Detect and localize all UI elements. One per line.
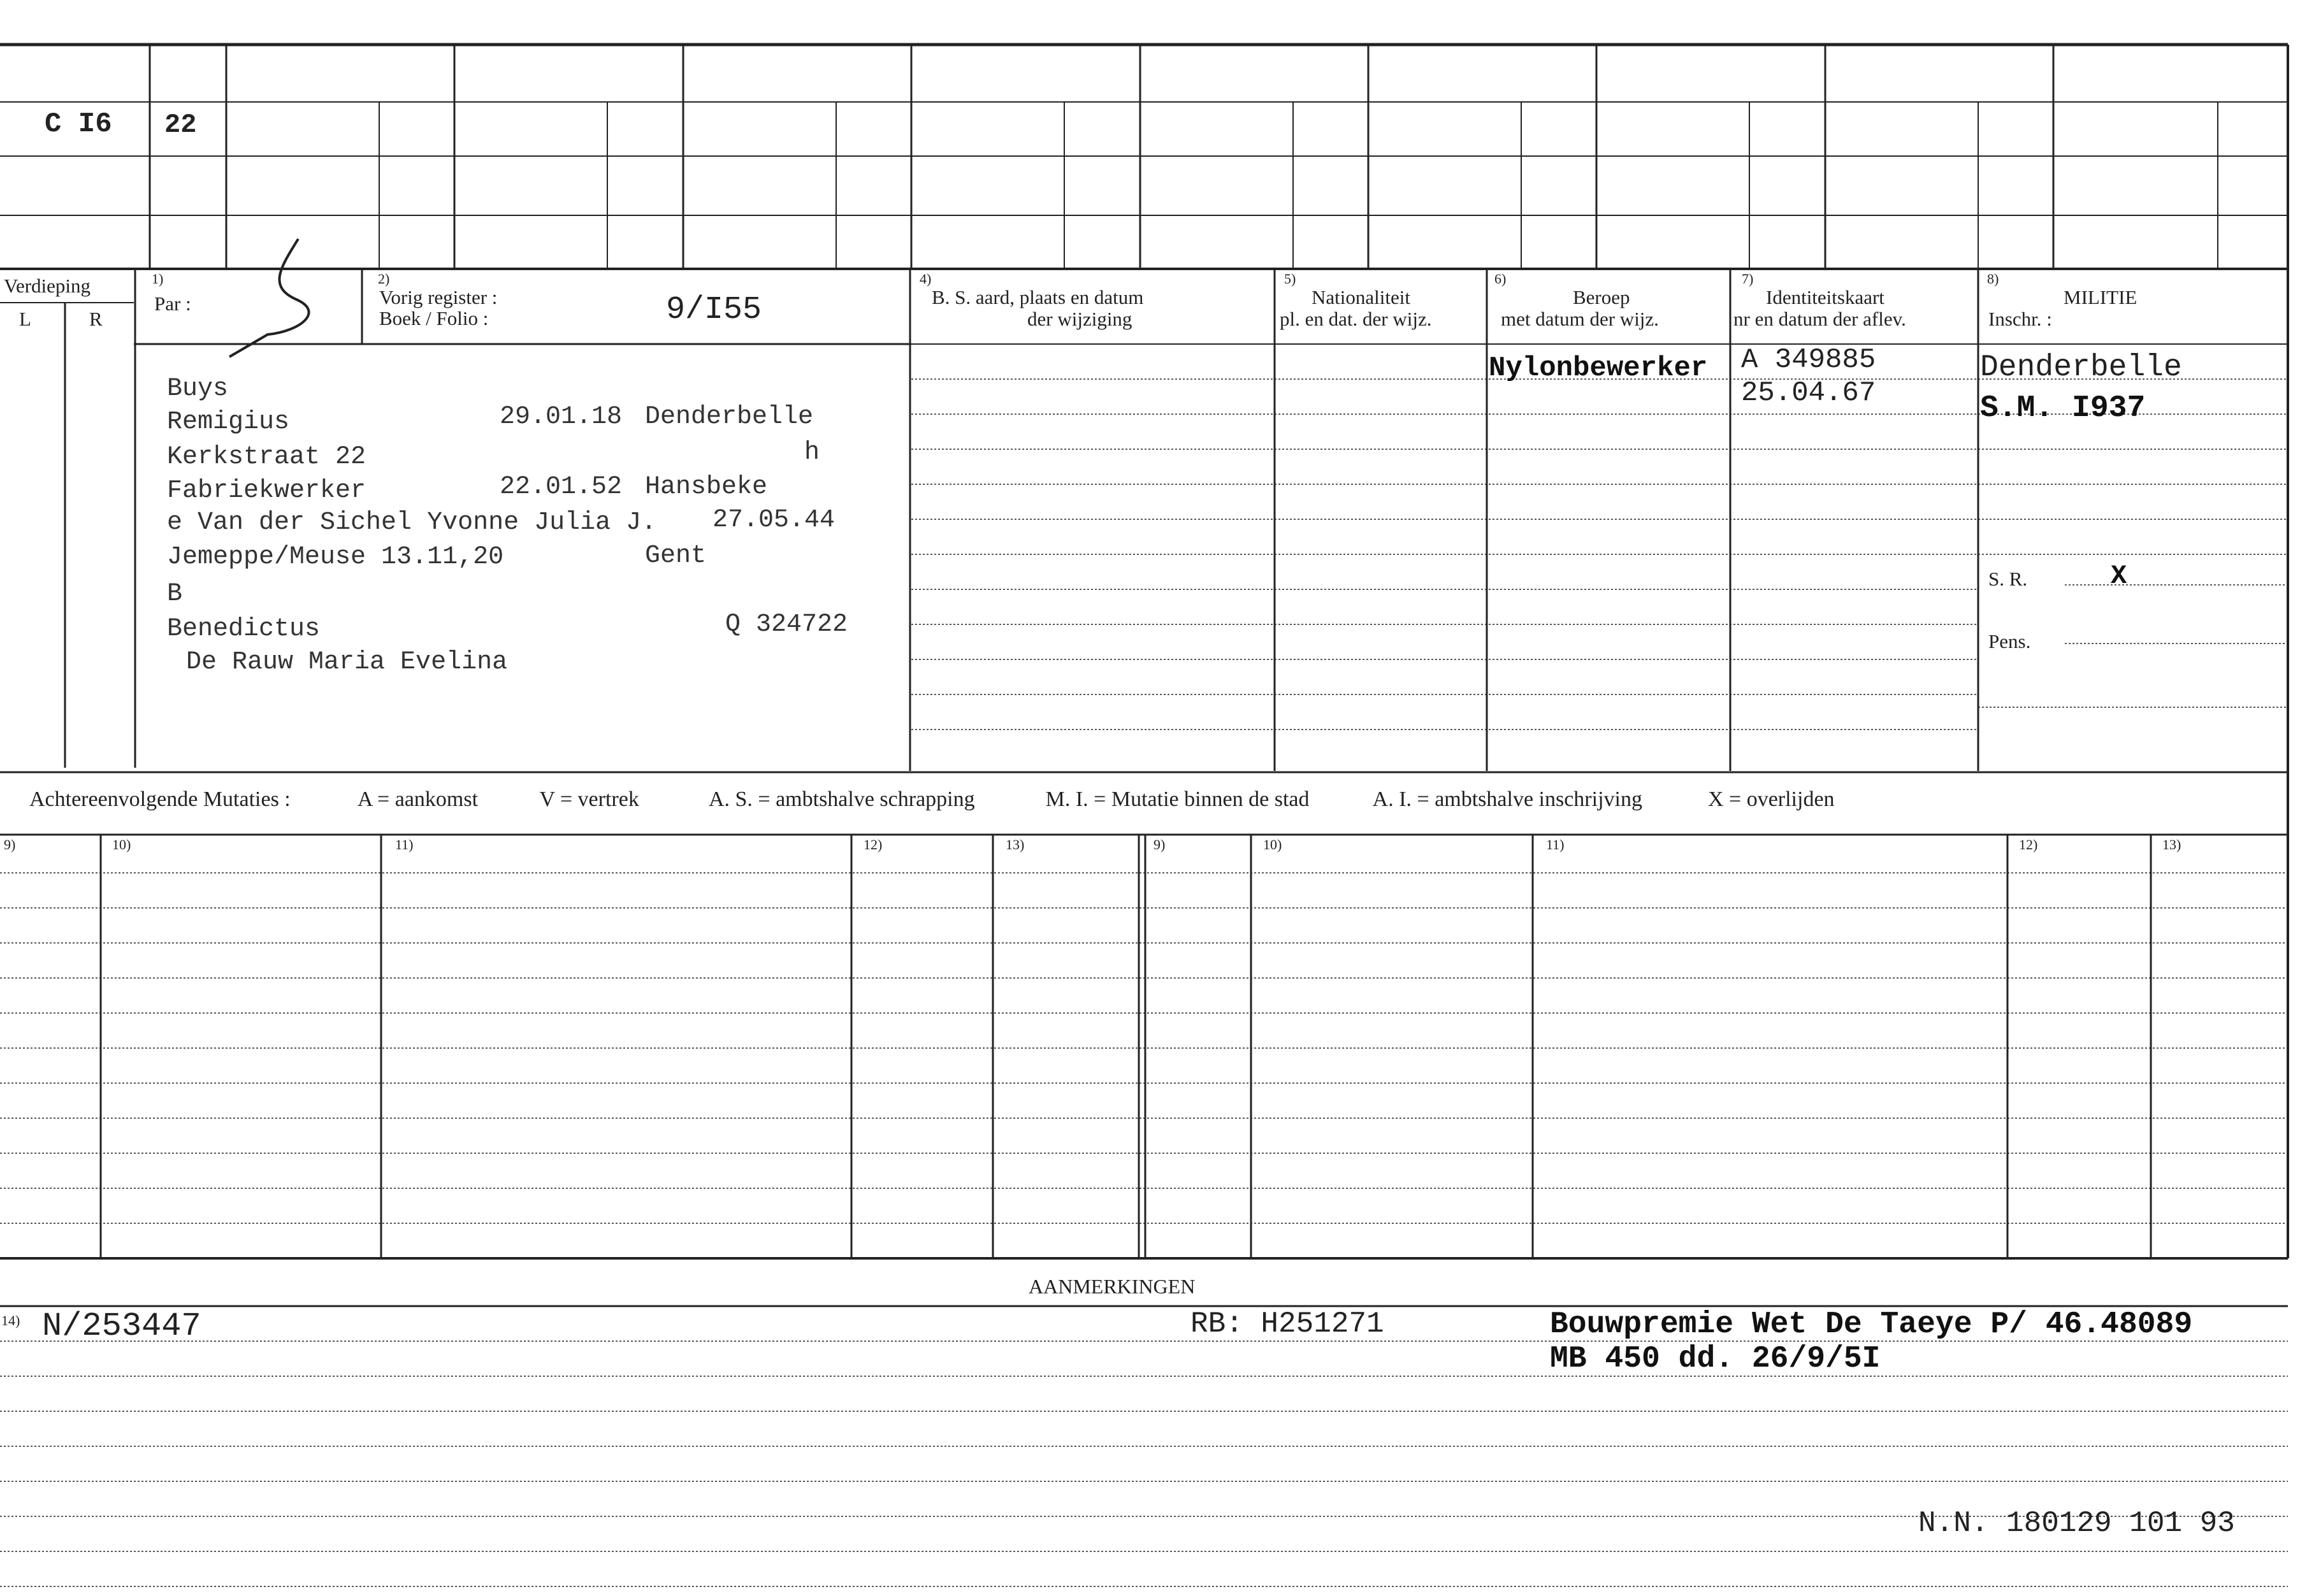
entry-date-2: 22.01.52 xyxy=(500,473,623,501)
boek-folio-value: 9/I55 xyxy=(666,292,762,328)
remarks-bouwpremie: Bouwpremie Wet De Taeye P/ 46.48089 xyxy=(1550,1307,2193,1342)
remarks-mb: MB 450 dd. 26/9/5I xyxy=(1550,1342,1881,1376)
remarks-rb-number: RB: H251271 xyxy=(1190,1307,1384,1341)
remarks-n-number: N/253447 xyxy=(42,1307,201,1345)
mut-col-10-right: 10) xyxy=(1263,837,1282,852)
verdieping-l-label: L xyxy=(19,308,31,330)
mut-col-12-left: 12) xyxy=(864,837,883,852)
bs-header-line1: B. S. aard, plaats en datum xyxy=(932,286,1144,308)
entry-surname: Buys xyxy=(167,375,229,403)
mut-col-9-right: 9) xyxy=(1154,837,1166,852)
col-5-number: 5) xyxy=(1284,271,1296,287)
entry-benedictus: Benedictus xyxy=(167,615,321,643)
nationaliteit-header-line2: pl. en dat. der wijz. xyxy=(1280,308,1432,330)
militie-place: Denderbelle xyxy=(1980,350,2182,385)
boek-folio-label: Boek / Folio : xyxy=(379,307,489,329)
entry-birth-date: 29.01.18 xyxy=(500,403,623,431)
mut-col-13-right: 13) xyxy=(2162,837,2181,852)
inschr-label: Inschr. : xyxy=(1988,308,2052,330)
mut-col-11-left: 11) xyxy=(395,837,414,852)
entry-spouse-birthplace: Jemeppe/Meuse 13.11,20 xyxy=(167,543,504,572)
vorig-register-label: Vorig register : xyxy=(379,286,498,308)
entry-birth-place: Denderbelle xyxy=(645,403,814,431)
handwritten-mark xyxy=(229,239,309,357)
identiteitskaart-header-line1: Identiteitskaart xyxy=(1766,286,1884,308)
beroep-header-line1: Beroep xyxy=(1573,286,1630,308)
col-7-number: 7) xyxy=(1742,271,1754,287)
legend-inschrijving: A. I. = ambtshalve inschrijving xyxy=(1372,787,1642,811)
entry-occupation: Fabriekwerker xyxy=(167,477,366,505)
aanmerkingen-title: AANMERKINGEN xyxy=(1029,1275,1196,1298)
bs-header-line2: der wijziging xyxy=(1027,308,1132,330)
legend-aankomst: A = aankomst xyxy=(357,787,479,811)
sr-label: S. R. xyxy=(1988,568,2028,590)
id-card-date: 25.04.67 xyxy=(1741,377,1876,409)
beroep-header-line2: met datum der wijz. xyxy=(1501,308,1659,330)
militie-year: S.M. I937 xyxy=(1980,391,2146,426)
nn-number: N.N. 180129 101 93 xyxy=(1918,1507,2235,1540)
legend-mutatie-stad: M. I. = Mutatie binnen de stad xyxy=(1045,787,1310,811)
par-label: Par : xyxy=(154,292,191,315)
entry-first-name: Remigius xyxy=(167,408,290,436)
pens-label: Pens. xyxy=(1988,630,2031,652)
col-1-number: 1) xyxy=(152,271,164,287)
mut-col-13-left: 13) xyxy=(1006,837,1025,852)
mut-col-12-right: 12) xyxy=(2019,837,2038,852)
id-card-number: A 349885 xyxy=(1741,344,1876,376)
entry-mother: De Rauw Maria Evelina xyxy=(186,648,508,677)
entry-q-number: Q 324722 xyxy=(725,610,848,639)
entry-letter-b: B xyxy=(167,580,183,608)
entry-place-2: Hansbeke xyxy=(645,473,768,501)
entry-spouse-date: 27.05.44 xyxy=(712,506,835,535)
verdieping-r-label: R xyxy=(89,308,103,330)
mut-col-9-left: 9) xyxy=(4,837,16,852)
identiteitskaart-header-line2: nr en datum der aflev. xyxy=(1733,308,1906,330)
verdieping-label: Verdieping xyxy=(4,275,91,297)
mut-col-11-right: 11) xyxy=(1546,837,1565,852)
militie-header: MILITIE xyxy=(2064,286,2137,308)
mut-col-10-left: 10) xyxy=(112,837,131,852)
col-6-number: 6) xyxy=(1494,271,1507,287)
card-number: 22 xyxy=(164,110,197,140)
beroep-value: Nylonbewerker xyxy=(1489,352,1708,384)
nationaliteit-header-line1: Nationaliteit xyxy=(1312,286,1410,308)
col-4-number: 4) xyxy=(920,271,932,287)
col-8-number: 8) xyxy=(1987,271,1999,287)
entry-address: Kerkstraat 22 xyxy=(167,443,366,471)
legend-schrapping: A. S. = ambtshalve schrapping xyxy=(708,787,975,811)
col-2-number: 2) xyxy=(378,271,390,287)
legend-vertrek: V = vertrek xyxy=(539,787,639,811)
remarks-col-number: 14) xyxy=(1,1312,20,1328)
mutaties-legend xyxy=(29,787,1835,812)
card-series: C I6 xyxy=(45,108,112,140)
entry-spouse-place: Gent xyxy=(645,542,707,570)
sr-value: X xyxy=(2111,561,2127,591)
entry-spouse: e Van der Sichel Yvonne Julia J. xyxy=(167,508,657,537)
entry-letter-h: h xyxy=(804,438,820,467)
legend-overlijden: X = overlijden xyxy=(1707,787,1835,811)
mutaties-title: Achtereenvolgende Mutaties : xyxy=(29,787,291,811)
